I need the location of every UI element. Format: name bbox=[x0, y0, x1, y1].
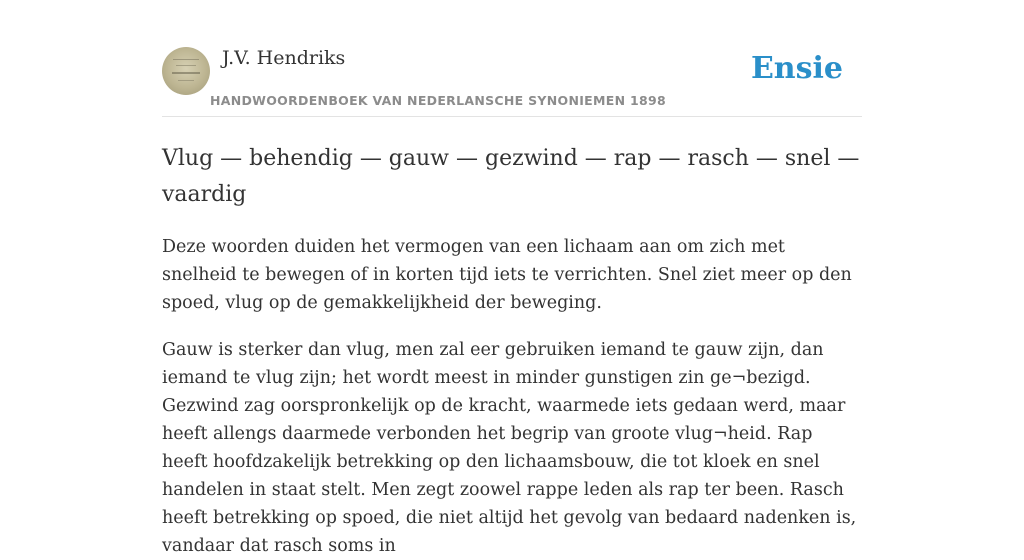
article-paragraph-2: Gauw is sterker dan vlug, men zal eer gebruiken iemand te gauw zijn, dan iemand te vlug zijn; het wordt meest in minder gunstigen zin ge¬bezigd. Gezwind zag oorspronkelijk op de kracht, waarmede iets gedaan werd, maar heeft allengs daarmede verbonden het begrip van groote vlug¬heid. Rap heeft hoofdzakelijk betrekking op den lichaamsbouw, die tot kloek en snel handelen in staat stelt. Men zegt zoowel rappe leden als rap ter been. Rasch heeft betrekking op spoed, die niet altijd het gevolg van bedaard nadenken is, vandaar dat rasch soms in bbox=[162, 340, 857, 556]
source-title[interactable]: HANDWOORDENBOEK VAN NEDERLANSCHE SYNONIEMEN 1898 bbox=[210, 93, 667, 108]
content-column bbox=[162, 0, 862, 560]
header bbox=[162, 0, 862, 117]
article-title: Vlug — behendig — gauw — gezwind — rap — rasch — snel — vaardig bbox=[162, 146, 860, 207]
author-name[interactable]: J.V. Hendriks bbox=[222, 47, 346, 69]
article-paragraph-1: Deze woorden duiden het vermogen van een lichaam aan om zich met snelheid te bewegen of in korten tijd iets te verrichten. Snel ziet meer op den spoed, vlug op de gemakkelijkheid der beweging. bbox=[162, 237, 852, 313]
author-avatar[interactable] bbox=[162, 47, 210, 95]
ensie-logo[interactable]: Ensie bbox=[750, 51, 843, 86]
